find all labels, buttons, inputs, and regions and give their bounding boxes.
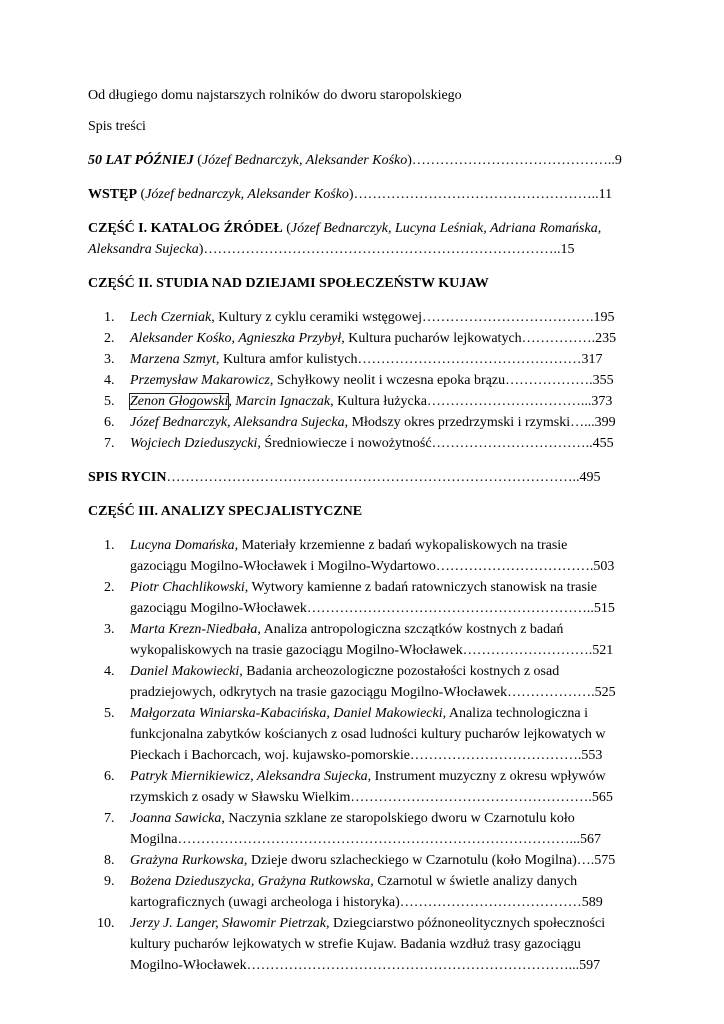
section-heading-czesc-3: CZĘŚĆ III. ANALIZY SPECJALISTYCZNE [88,504,363,519]
toc-entry-heading: CZĘŚĆ I. KATALOG ŹRÓDEŁ [88,221,283,236]
list-item-author: Marta Krezn-Niedbała, [130,622,261,637]
list-item-author: Grażyna Rurkowska, [130,853,248,868]
section-heading-czesc-2: CZĘŚĆ II. STUDIA NAD DZIEJAMI SPOŁECZEŃSTW KUJAW [88,276,489,291]
list-item-author: Lech Czerniak [130,310,212,325]
list-item-number: 10. [97,916,115,931]
list-item [88,661,638,703]
list-item [88,391,638,412]
list-item-title: Materiały krzemienne z badań wykopaliskowych na trasie [238,538,568,553]
list-item [88,619,638,661]
toc-label: Spis treści [88,119,146,134]
document-page [88,85,638,976]
list-item-author: Aleksander Kośko, Agnieszka Przybył, [130,331,345,346]
list-item-number: 9. [104,874,115,889]
list-item-title: , Kultura łużycka……………………………...373 [330,394,613,409]
list-item-title: Dziegciarstwo późnoneolitycznych społeczności [329,916,606,931]
list-item-number: 5. [104,394,115,409]
list-item [88,535,638,577]
list-item-title-cont: wykopaliskowych na trasie gazociągu Mogilno-Włocławek……………………….521 [130,643,614,658]
list-item-title-cont: kartograficznych (uwagi archeologa i historyka)…………………………………589 [130,895,603,910]
toc-entry-authors: Józef Bednarczyk, Lucyna Leśniak, Adriana Romańska, [290,221,602,236]
toc-entry-spis-rycin [88,467,638,488]
list-item-number: 5. [104,706,115,721]
list-item-title-cont: rzymskich z osady w Sławsku Wielkim…………………………………………….565 [130,790,613,805]
list-item-title: , Kultury z cyklu ceramiki wstęgowej……………………………….195 [211,310,615,325]
list-item-title-cont: Mogilna…………………………………………………………………………...567 [130,832,601,847]
toc-entry-authors: Józef bednarczyk, Aleksander Kośko [145,187,349,202]
list-item-title: , Młodszy okres przedrzymski i rzymski…...399 [344,415,616,430]
list-item-title-cont: kultury pucharów lejkowatych w strefie Kujaw. Badania wzdłuż trasy gazociągu [130,937,581,952]
list-item [88,871,638,913]
list-item-title: Instrument muzyczny z okresu wpływów [371,769,606,784]
toc-entry-leader-page: )……………………………………………..11 [348,187,613,202]
list-item [88,412,638,433]
toc-entry-paren: ( [193,153,202,168]
list-item-author: Wojciech Dzieduszycki, [130,436,261,451]
list-item-title: Analiza antropologiczna szczątków kostnych z badań [260,622,564,637]
list-item-number: 3. [104,622,115,637]
list-item-number: 7. [104,811,115,826]
list-item-title: Badania archeozologiczne pozostałości kostnych z osad [242,664,560,679]
list-item-title: Średniowiecze i nowożytność……………………………..455 [260,436,614,451]
list-item-title-cont: Mogilno-Włocławek……………………………………………………………...597 [130,958,601,973]
list-item [88,808,638,850]
list-item-title-cont: pradziejowych, odkrytych na trasie gazociągu Mogilno-Włocławek……………….525 [130,685,616,700]
list-item-author: Lucyna Domańska, [130,538,239,553]
list-item-author: Przemysław Makarowicz, [130,373,274,388]
toc-entry-leader-page: )…………………………………………………………………..15 [198,242,575,257]
list-item-author: Patryk Miernikiewicz, Aleksandra Sujecka, [130,769,372,784]
section-2-list [88,307,638,454]
list-item [88,307,638,328]
list-item [88,349,638,370]
list-item-number: 6. [104,769,115,784]
document-title: Od długiego domu najstarszych rolników do dworu staropolskiego [88,88,462,103]
list-item [88,577,638,619]
toc-entry-czesc-1-cont [88,239,638,260]
list-item-number: 4. [104,373,115,388]
list-item-title: Naczynia szklane ze staropolskiego dworu w Czarnotulu koło [224,811,575,826]
list-item [88,913,638,976]
list-item-author: Marzena Szmyt, [130,352,220,367]
list-item-title-cont: gazociągu Mogilno-Włocławek……………………………………………………..515 [130,601,615,616]
toc-entry-czesc-1 [88,218,638,239]
section-3-list [88,535,638,976]
toc-entry-leader-page: )……………………………………..9 [407,153,622,168]
list-item-title-cont: funkcjonalna zabytków kościanych z osad ludności kultury pucharów lejkowatych w [130,727,606,742]
list-item-title: Schyłkowy neolit i wczesna epoka brązu……………….355 [273,373,614,388]
toc-entry-heading: 50 LAT PÓŹNIEJ [88,153,194,168]
list-item-author: Małgorzata Winiarska-Kabacińska, Daniel Makowiecki, [130,706,447,721]
list-item-author: Józef Bednarczyk, Aleksandra Sujecka [130,415,345,430]
list-item-title-cont: Pieckach i Bachorcach, woj. kujawsko-pomorskie……………………………….553 [130,748,603,763]
list-item [88,370,638,391]
list-item-title: Analiza technologiczna i [446,706,589,721]
list-item-title: Kultura pucharów lejkowatych…………….235 [344,331,617,346]
list-item [88,433,638,454]
toc-entry-authors: Józef Bednarczyk, Aleksander Kośko [201,153,408,168]
list-item [88,328,638,349]
list-item-title: Dzieje dworu szlacheckiego w Czarnotulu (koło Mogilna)….575 [247,853,616,868]
list-item [88,703,638,766]
list-item-title-cont: gazociągu Mogilno-Włocławek i Mogilno-Wydartowo…………………………….503 [130,559,615,574]
list-item-title: Czarnotul w świetle analizy danych [373,874,578,889]
toc-entry-paren: ( [137,187,146,202]
list-item-number: 8. [104,853,115,868]
list-item-author: Piotr Chachlikowski, [130,580,249,595]
toc-entry-authors: Aleksandra Sujecka [88,242,199,257]
list-item-author: Daniel Makowiecki, [130,664,243,679]
list-item-number: 7. [104,436,115,451]
list-item-number: 2. [104,580,115,595]
list-item-number: 3. [104,352,115,367]
list-item-title: Wytwory kamienne z badań ratowniczych stanowisk na trasie [248,580,598,595]
list-item-author: Bożena Dzieduszycka, Grażyna Rutkowska, [130,874,374,889]
toc-entry-leader-page: ……………………………………………………………………………..495 [166,470,601,485]
list-item-author: Joanna Sawicka, [130,811,225,826]
list-item-number: 4. [104,664,115,679]
list-item-title: Kultura amfor kulistych…………………………………………317 [219,352,603,367]
toc-entry-50-lat [88,150,638,171]
list-item-number: 1. [104,310,115,325]
list-item-number: 6. [104,415,115,430]
list-item-author: , Marcin Ignaczak [228,394,331,409]
list-item [88,850,638,871]
list-item-author-highlighted: Zenon Głogowski [130,394,229,409]
toc-entry-heading: WSTĘP [88,187,138,202]
list-item-author: Jerzy J. Langer, Sławomir Pietrzak, [130,916,330,931]
list-item-number: 1. [104,538,115,553]
toc-entry-paren: ( [282,221,291,236]
toc-entry-wstep [88,184,638,205]
list-item-number: 2. [104,331,115,346]
list-item [88,766,638,808]
toc-entry-heading: SPIS RYCIN [88,470,167,485]
